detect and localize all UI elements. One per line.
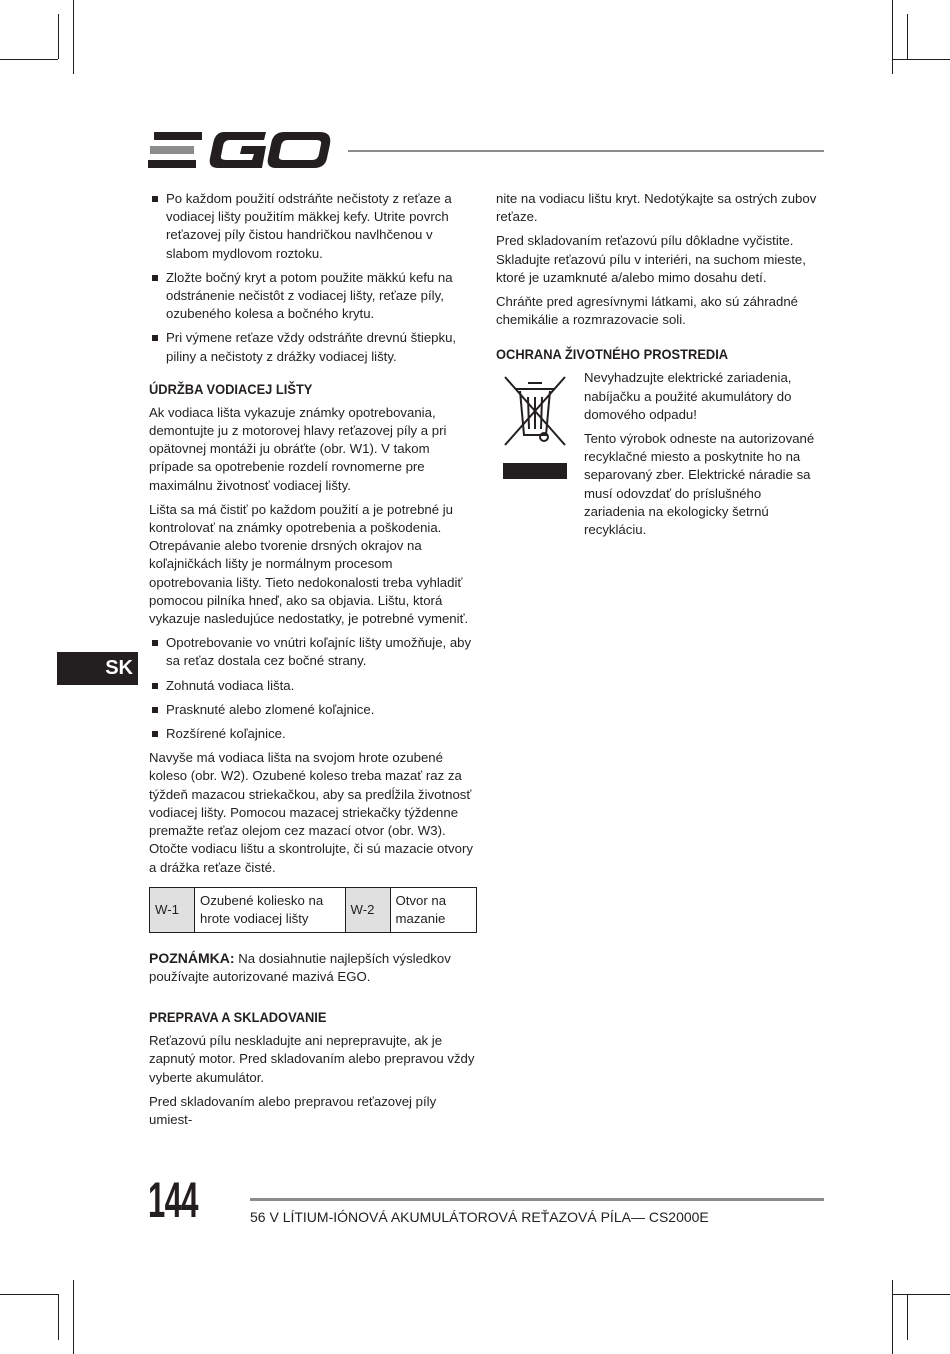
crop-mark: [892, 1280, 893, 1354]
table-cell-code: W-2: [345, 887, 390, 932]
header-rule: [348, 150, 824, 152]
parts-table: [149, 887, 477, 933]
page-number: 144: [148, 1172, 198, 1228]
crop-mark: [0, 1294, 58, 1295]
section-heading-environment: OCHRANA ŽIVOTNÉHO PROSTREDIA: [496, 346, 729, 363]
list-item: Zohnutá vodiaca lišta.: [149, 677, 477, 695]
section-heading-transport: PREPRAVA A SKLADOVANIE: [149, 1009, 327, 1026]
list-item: Opotrebovanie vo vnútri koľajníc lišty umožňuje, aby sa reťaz dostala cez bočné strany.: [149, 634, 477, 670]
section-heading-bar-maintenance: ÚDRŽBA VODIACEJ LIŠTY: [149, 380, 313, 397]
crop-mark: [58, 1294, 59, 1340]
list-item: Zložte bočný kryt a potom použite mäkkú kefu na odstránenie nečistôt z vodiacej lišty, reťaze píly, ozubeného kolesa a bočného krytu.: [149, 269, 477, 324]
list-item: Po každom použití odstráňte nečistoty z reťaze a vodiacej lišty použitím mäkkej kefy. Utrite povrch reťazovej píly čistou handričkou navlhčenou v slabom mydlovom roztoku.: [149, 190, 477, 263]
crop-mark: [73, 0, 74, 74]
crop-mark: [58, 14, 59, 59]
right-column: [496, 190, 824, 545]
paragraph: Reťazovú pílu neskladujte ani neprepravujte, ak je zapnutý motor. Pred skladovaním alebo prepravou vždy vyberte akumulátor.: [149, 1033, 475, 1085]
crop-mark: [892, 59, 950, 60]
language-tab: [57, 652, 138, 685]
table-row: [150, 887, 477, 932]
note: [149, 949, 477, 986]
cleaning-list: [149, 190, 477, 366]
crop-mark: [907, 1294, 908, 1340]
footer-rule: [250, 1198, 824, 1201]
paragraph: Tento výrobok odneste na autorizované recyklačné miesto a poskytnite ho na separovaný zber. Elektrické náradie sa musí odovzdať do príslušného zariadenia na ekologicky šetrnú recykláciu.: [584, 431, 815, 538]
environment-text: [584, 369, 824, 539]
paragraph: Pred skladovaním reťazovú pílu dôkladne vyčistite. Skladujte reťazovú pílu v interiéri, na suchom mieste, ktoré je uzamknuté a/alebo mimo dosahu detí.: [496, 233, 806, 285]
note-label: POZNÁMKA:: [149, 949, 235, 966]
paragraph: Lišta sa má čistiť po každom použití a je potrebné ju kontrolovať na známky opotrebenia a poškodenia. Otrepávanie alebo tvorenie drsných okrajov na koľajničkách lišty je normálnym procesom opotrebovania lišty. Tieto nedokonalosti treba vyhladiť pomocou pilníka hneď, ako sa objavia. Lištu, ktorá vykazuje nasledujúce nedostatky, je potrebné vymeniť.: [149, 501, 469, 627]
list-item: Prasknuté alebo zlomené koľajnice.: [149, 701, 477, 719]
paragraph: Nevyhadzujte elektrické zariadenia, nabíjačku a použité akumulátory do domového odpadu!: [584, 370, 792, 422]
crop-mark: [892, 0, 893, 74]
defects-list: [149, 634, 477, 743]
table-cell-desc: Otvor na mazanie: [390, 887, 477, 932]
note-text: Na dosiahnutie najlepších výsledkov používajte autorizované mazivá EGO.: [149, 950, 451, 984]
paragraph: Ak vodiaca lišta vykazuje známky opotrebovania, demontujte ju z motorovej hlavy reťazovej píly a pri opätovnej montáži ju obráťte (obr. W1). V takom prípade sa opotrebenie rozdelí rovnomerne pre maximálnu životnosť vodiacej lišty.: [149, 404, 447, 493]
crop-mark: [73, 1280, 74, 1354]
crop-mark: [0, 59, 58, 60]
language-tab-label: SK: [105, 657, 133, 679]
paragraph: Chráňte pred agresívnymi látkami, ako sú záhradné chemikálie a rozmrazovacie soli.: [496, 294, 798, 328]
crossed-out-bin-icon: [502, 373, 568, 479]
left-column: [149, 190, 477, 1135]
environment-block: [496, 369, 824, 539]
paragraph: Navyše má vodiaca lišta na svojom hrote ozubené koleso (obr. W2). Ozubené koleso treba mazať raz za týždeň mazacou striekačkou, aby sa predĺžila životnosť vodiacej lišty. Pomocou mazacej striekačky týždenne premažte reťaz olejom cez mazací otvor (obr. W3). Otočte vodiacu lištu a skontrolujte, či sú mazacie otvory a drážka reťaze čisté.: [149, 750, 473, 875]
crop-mark: [892, 1294, 950, 1295]
paragraph: Pred skladovaním alebo prepravou reťazovej píly umiest-: [149, 1093, 437, 1127]
list-item: Rozšírené koľajnice.: [149, 725, 477, 743]
footer-title: 56 V LÍTIUM-IÓNOVÁ AKUMULÁTOROVÁ REŤAZOVÁ PÍLA— CS2000E: [250, 1209, 709, 1225]
table-cell-desc: Ozubené koliesko na hrote vodiacej lišty: [195, 887, 346, 932]
paragraph: nite na vodiacu lištu kryt. Nedotýkajte sa ostrých zubov reťaze.: [496, 191, 817, 225]
ego-logo: [148, 128, 332, 172]
list-item: Pri výmene reťaze vždy odstráňte drevnú štiepku, piliny a nečistoty z drážky vodiacej lišty.: [149, 329, 477, 365]
crop-mark: [907, 14, 908, 59]
table-cell-code: W-1: [150, 887, 195, 932]
